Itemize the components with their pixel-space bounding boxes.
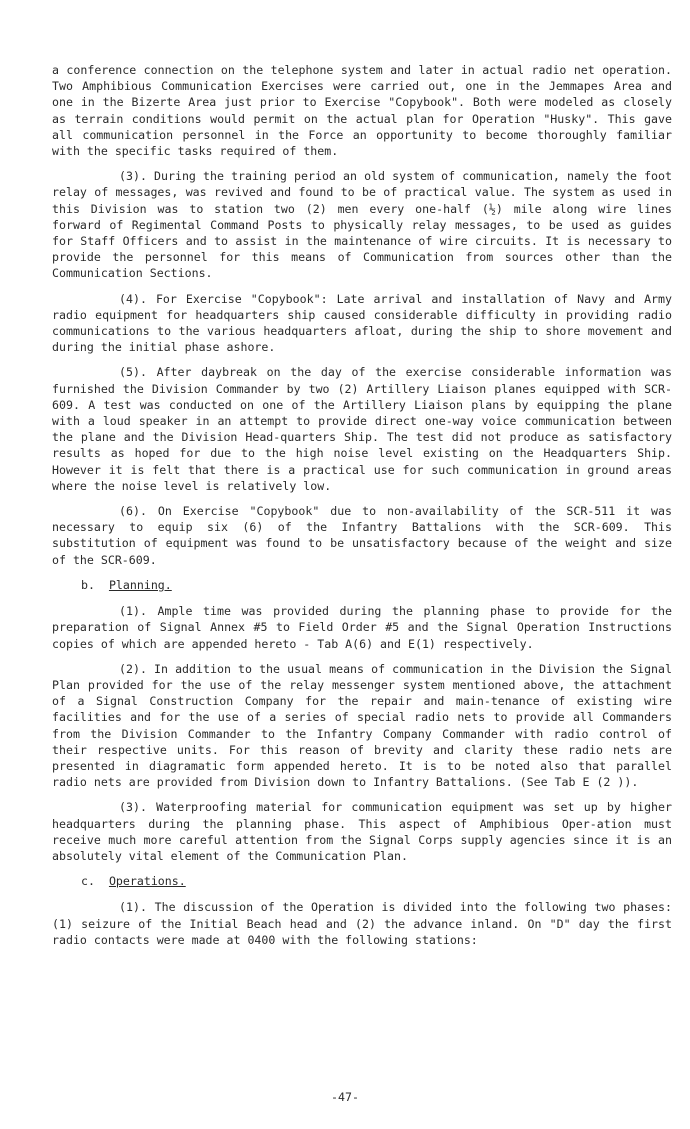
section-title: Planning. <box>108 577 172 592</box>
paragraph-signal-plan: (2). In addition to the usual means of communication in the Division the Signal Plan provided for the use of the relay messenger system mentioned above, the attachment of a Signal Construction Company for the repair and main-tenance of existing wire facilities and for the use of a series of special radio nets to provide all Commanders from the Division Commander to the Infantry Company Commander with radio control of their respective units. For this reason of brevity and clarity these radio nets are presented in diagramatic form appended hereto. It is to be noted also that parallel radio nets are provided from Division down to Infantry Battalions. (See Tab E (2 )). <box>52 661 672 790</box>
paragraph-scr-substitution: (6). On Exercise "Copybook" due to non-availability of the SCR-511 it was necessary to equip six (6) of the Infantry Battalions with the SCR-609. This substitution of equipment was found to be unsatisfactory because of the weight and size of the SCR-609. <box>52 504 672 567</box>
section-heading-operations <box>81 873 672 889</box>
paragraph-foot-relay: (3). During the training period an old system of communication, namely the foot relay of messages, was revived and found to be of practical value. The system as used in this Division was to station two (2) men every one-half (½) mile along wire lines forward of Regimental Command Posts to physically relay messages, to be used as guides for Staff Officers and to assist in the maintenance of wire circuits. It is necessary to provide the personnel for this means of Communication from sources other than the Communication Sections. <box>52 169 672 281</box>
paragraph-planning-time: (1). Ample time was provided during the planning phase to provide for the preparation of Signal Annex #5 to Field Order #5 and the Signal Operation Instructions copies of which are appended hereto - Tab A(6) and E(1) respectively. <box>52 604 672 651</box>
paragraph-operation-phases: (1). The discussion of the Operation is divided into the following two phases: (1) seizure of the Initial Beach head and (2) the advance inland. On "D" day the first radio contacts were made at 0400 with the following stations: <box>52 900 672 947</box>
section-letter: b. <box>81 577 95 592</box>
paragraph-copybook-radio: (4). For Exercise "Copybook": Late arrival and installation of Navy and Army radio equipment for headquarters ship caused considerable difficulty in providing radio communications to the various headquarters afloat, during the ship to shore movement and during the initial phase ashore. <box>52 291 672 355</box>
section-heading-planning <box>81 577 672 593</box>
section-title: Operations. <box>108 874 186 889</box>
paragraph-waterproofing: (3). Waterproofing material for communication equipment was set up by higher headquarters during the planning phase. This aspect of Amphibious Oper-ation must receive much more careful attention from the Signal Corps supply agencies since it is an absolutely vital element of the Communication Plan. <box>52 800 672 863</box>
paragraph-intro: a conference connection on the telephone system and later in actual radio net operation. Two Amphibious Communication Exercises were carried out, one in the Jemmapes Area and one in the Bizerte Area just prior to Exercise "Copybook". Both were modeled as closely as terrain conditions would permit on the actual plan for Operation "Husky". This gave all communication personnel in the Force an opportunity to become thoroughly familiar with the specific tasks required of them. <box>52 63 672 159</box>
document-page <box>52 62 672 957</box>
section-letter: c. <box>81 874 95 889</box>
paragraph-liaison-planes: (5). After daybreak on the day of the exercise considerable information was furnished the Division Commander by two (2) Artillery Liaison planes equipped with SCR-609. A test was conducted on one of the Artillery Liaison plans by equipping the plane with a loud speaker in an attempt to provide direct one-way voice communication between the plane and the Division Head-quarters Ship. The test did not produce as satisfactory results as hoped for due to the high noise level existing on the Headquarters Ship. However it is felt that there is a practical use for such communication in ground areas where the noise level is relatively low. <box>52 365 672 493</box>
page-number: -47- <box>331 1090 359 1104</box>
